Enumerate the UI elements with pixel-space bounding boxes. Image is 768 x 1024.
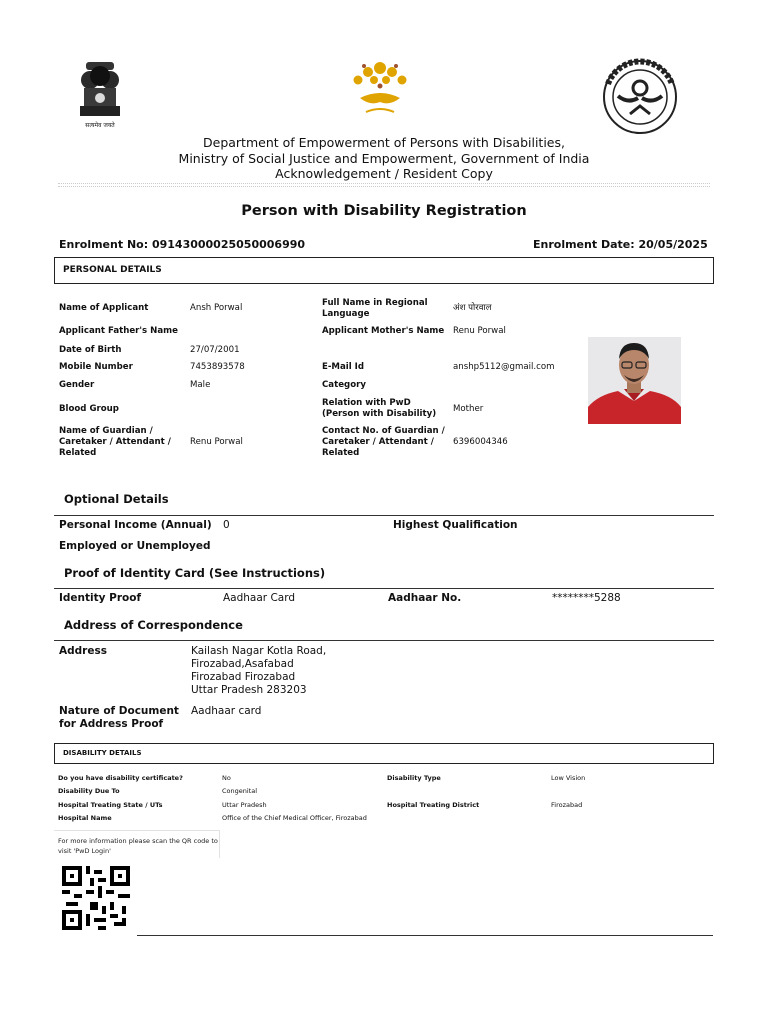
mother-name-label: Applicant Mother's Name [322, 326, 445, 336]
identity-proof-label: Identity Proof [59, 592, 142, 604]
department-line-1: Department of Empowerment of Persons with Disabilities, [203, 135, 565, 150]
state-seal [600, 58, 680, 136]
guardian-label-1: Name of Guardian / [59, 426, 153, 436]
bottom-divider [137, 935, 713, 936]
hospital-district-value: Firozabad [551, 801, 583, 809]
divider [58, 183, 710, 184]
blood-group-label: Blood Group [59, 404, 119, 414]
regional-name-label-1: Full Name in Regional [322, 298, 428, 308]
disability-type-value: Low Vision [551, 774, 586, 782]
address-line-4: Uttar Pradesh 283203 [191, 684, 307, 696]
address-doc-value: Aadhaar card [191, 705, 262, 717]
aadhaar-value: ********5288 [552, 592, 621, 604]
department-logo [344, 58, 416, 120]
disability-due-value: Congenital [222, 787, 258, 795]
enrolment-date [533, 238, 708, 251]
qualification-label: Highest Qualification [393, 519, 518, 531]
guardian-contact-value: 6396004346 [453, 437, 508, 447]
hospital-district-label: Hospital Treating District [387, 801, 480, 809]
hospital-name-value: Office of the Chief Medical Officer, Firozabad [222, 814, 367, 822]
relation-label-2: (Person with Disability) [322, 409, 437, 419]
divider [54, 830, 220, 831]
disability-due-label: Disability Due To [58, 787, 120, 795]
address-line-2: Firozabad,Asafabad [191, 658, 294, 670]
enrolment-date-label: Enrolment Date: [533, 238, 635, 251]
divider [219, 830, 220, 858]
certificate-label: Do you have disability certificate? [58, 774, 183, 782]
employment-label: Employed or Unemployed [59, 540, 211, 552]
dob-value: 27/07/2001 [190, 345, 240, 355]
enrolment-no-label: Enrolment No: [59, 238, 149, 251]
personal-details-header [54, 257, 714, 284]
dob-label: Date of Birth [59, 345, 122, 355]
email-label: E-Mail Id [322, 362, 365, 372]
aadhaar-label: Aadhaar No. [388, 592, 462, 604]
section-title: DISABILITY DETAILS [63, 749, 142, 757]
guardian-contact-label-2: Caretaker / Attendant / [322, 437, 434, 447]
mobile-label: Mobile Number [59, 362, 133, 372]
mother-name-value: Renu Porwal [453, 326, 506, 336]
hospital-state-label: Hospital Treating State / UTs [58, 801, 163, 809]
gender-label: Gender [59, 380, 95, 390]
address-heading: Address of Correspondence [64, 618, 243, 632]
guardian-value: Renu Porwal [190, 437, 243, 447]
address-line-3: Firozabad Firozabad [191, 671, 296, 683]
divider [54, 515, 714, 516]
identity-heading: Proof of Identity Card (See Instructions) [64, 566, 326, 580]
guardian-contact-label-3: Related [322, 448, 360, 458]
father-name-label: Applicant Father's Name [59, 326, 178, 336]
email-value: anshp5112@gmail.com [453, 362, 555, 372]
guardian-label-3: Related [59, 448, 97, 458]
divider [54, 588, 714, 589]
section-title: PERSONAL DETAILS [63, 265, 162, 275]
regional-name-label-2: Language [322, 309, 370, 319]
emblem-caption: सत्यमेव जयते [85, 122, 115, 129]
enrolment-no-value: 09143000025050006990 [151, 238, 306, 251]
name-value: Ansh Porwal [190, 303, 243, 313]
optional-details-heading: Optional Details [64, 492, 169, 506]
regional-name-value: अंश पोरवाल [453, 303, 492, 313]
identity-proof-value: Aadhaar Card [223, 592, 296, 604]
category-label: Category [322, 380, 366, 390]
guardian-contact-label-1: Contact No. of Guardian / [322, 426, 445, 436]
department-line-3: Acknowledgement / Resident Copy [275, 166, 493, 181]
divider [58, 186, 710, 187]
address-doc-label-1: Nature of Document [59, 705, 179, 717]
income-value: 0 [223, 519, 230, 531]
guardian-label-2: Caretaker / Attendant / [59, 437, 171, 447]
address-doc-label-2: for Address Proof [59, 718, 164, 730]
gender-value: Male [190, 380, 211, 390]
mobile-value: 7453893578 [190, 362, 245, 372]
qr-note-line-1: For more information please scan the QR code to [58, 837, 218, 845]
enrolment-date-value: 20/05/2025 [638, 238, 708, 251]
divider [54, 640, 714, 641]
enrolment-number [59, 238, 305, 251]
hospital-name-label: Hospital Name [58, 814, 112, 822]
applicant-photo [588, 337, 681, 424]
income-label: Personal Income (Annual) [59, 519, 212, 531]
qr-code[interactable] [62, 866, 130, 930]
department-line-2: Ministry of Social Justice and Empowerment, Government of India [178, 151, 590, 166]
disability-details-header [54, 743, 714, 764]
address-label: Address [59, 645, 107, 657]
certificate-value: No [222, 774, 231, 782]
relation-label-1: Relation with PwD [322, 398, 411, 408]
qr-note-line-2: visit 'PwD Login' [58, 847, 111, 855]
national-emblem [76, 58, 124, 132]
page-title: Person with Disability Registration [241, 203, 527, 219]
relation-value: Mother [453, 404, 484, 414]
address-line-1: Kailash Nagar Kotla Road, [191, 645, 327, 657]
name-label: Name of Applicant [59, 303, 149, 313]
hospital-state-value: Uttar Pradesh [222, 801, 267, 809]
disability-type-label: Disability Type [387, 774, 441, 782]
